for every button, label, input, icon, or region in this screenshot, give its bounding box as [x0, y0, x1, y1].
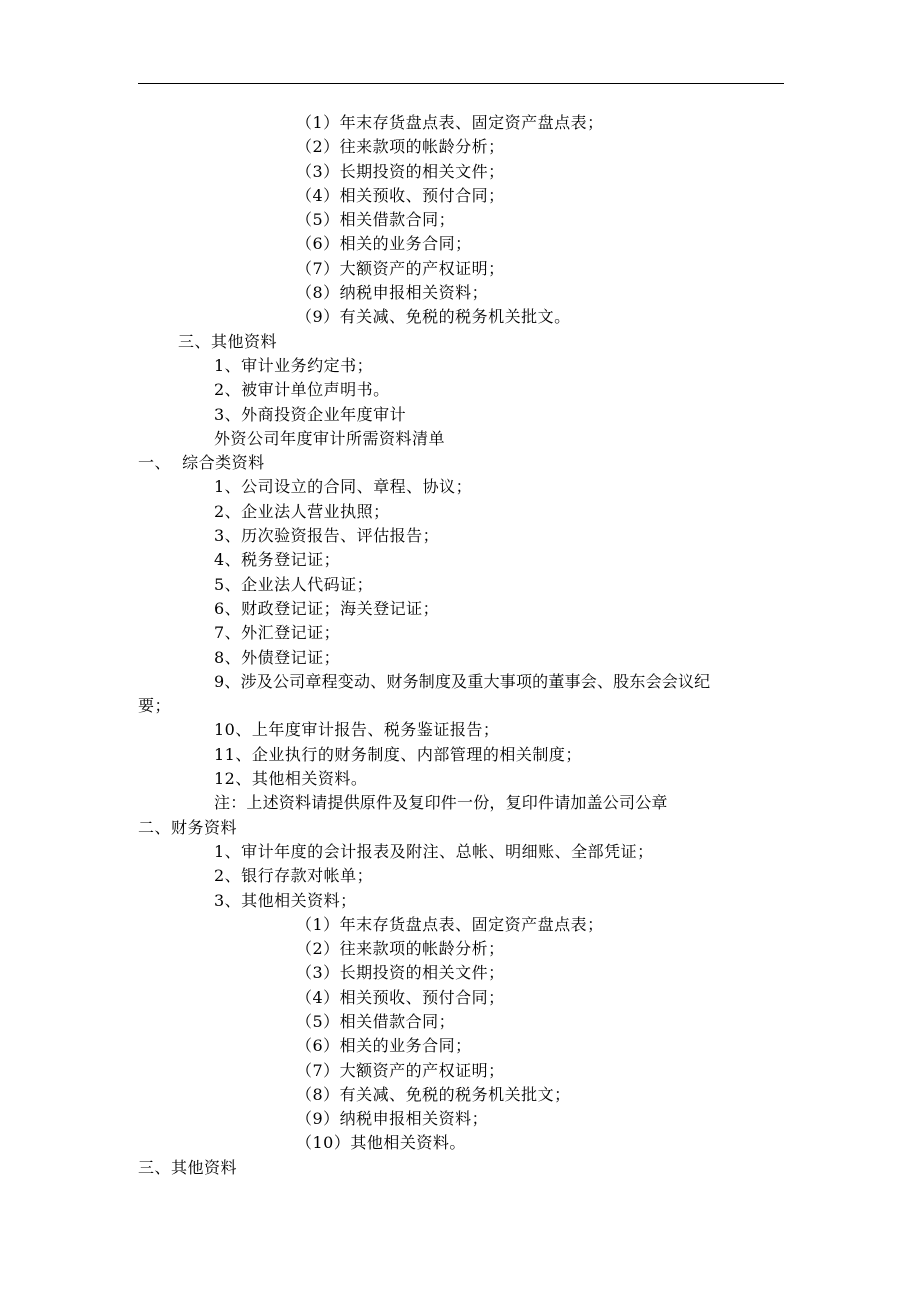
list-item: （10）其他相关资料。	[296, 1133, 466, 1153]
document-body	[138, 111, 784, 1180]
section-heading: 二、财务资料	[138, 817, 238, 837]
list-item: （4）相关预收、预付合同；	[296, 185, 505, 205]
list-item: （9）有关减、免税的税务机关批文。	[296, 307, 571, 327]
list-item: （6）相关的业务合同；	[296, 1036, 472, 1056]
list-item: （1）年末存货盘点表、固定资产盘点表；	[296, 113, 604, 132]
list-item: 2、企业法人营业执照；	[214, 501, 390, 521]
section-heading: 三、其他资料	[178, 331, 278, 351]
list-item: 7、外汇登记证；	[214, 623, 341, 643]
list-item: 2、被审计单位声明书。	[214, 380, 390, 400]
list-item: 1、审计业务约定书；	[214, 355, 374, 375]
list-item-continuation: 要；	[138, 696, 172, 716]
list-item: 3、历次验资报告、评估报告；	[214, 526, 440, 546]
list-item: （5）相关借款合同；	[296, 210, 456, 230]
list-item: （8）有关减、免税的税务机关批文；	[296, 1084, 571, 1104]
list-item: （2）往来款项的帐龄分析；	[296, 137, 505, 157]
list-item: （5）相关借款合同；	[296, 1011, 456, 1031]
list-item: 9、涉及公司章程变动、财务制度及重大事项的董事会、股东会会议纪	[214, 671, 711, 691]
list-item: （7）大额资产的产权证明；	[296, 1060, 505, 1080]
list-item: 4、税务登记证；	[214, 550, 341, 570]
header-rule	[138, 83, 784, 84]
list-item: 11、企业执行的财务制度、内部管理的相关制度；	[214, 744, 582, 764]
list-item: 3、外商投资企业年度审计	[214, 404, 407, 424]
section-heading: 三、其他资料	[138, 1157, 238, 1177]
list-item: （3）长期投资的相关文件；	[296, 161, 505, 181]
list-item: 12、其他相关资料。	[214, 769, 368, 789]
list-item: （2）往来款项的帐龄分析；	[296, 939, 505, 959]
list-item: （6）相关的业务合同；	[296, 234, 472, 254]
list-item: （4）相关预收、预付合同；	[296, 987, 505, 1007]
list-item: 1、公司设立的合同、章程、协议；	[214, 477, 473, 497]
list-item: （1）年末存货盘点表、固定资产盘点表；	[296, 914, 604, 934]
list-item: 1、审计年度的会计报表及附注、总帐、明细账、全部凭证；	[214, 841, 654, 861]
section-heading: 一、 综合类资料	[138, 453, 265, 473]
list-item: 5、企业法人代码证；	[214, 574, 374, 594]
list-item: （7）大额资产的产权证明；	[296, 258, 505, 278]
list-item: 3、其他相关资料；	[214, 890, 357, 910]
document-title: 外资公司年度审计所需资料清单	[214, 428, 446, 448]
list-item: 8、外债登记证；	[214, 647, 341, 667]
list-item: （8）纳税申报相关资料；	[296, 283, 489, 303]
list-item: （9）纳税申报相关资料；	[296, 1109, 489, 1129]
list-item: 10、上年度审计报告、税务鉴证报告；	[214, 720, 500, 740]
list-item: 2、银行存款对帐单；	[214, 866, 374, 886]
list-item: 6、财政登记证；海关登记证；	[214, 598, 440, 618]
list-item: （3）长期投资的相关文件；	[296, 963, 505, 983]
note: 注：上述资料请提供原件及复印件一份，复印件请加盖公司公章	[214, 793, 668, 813]
